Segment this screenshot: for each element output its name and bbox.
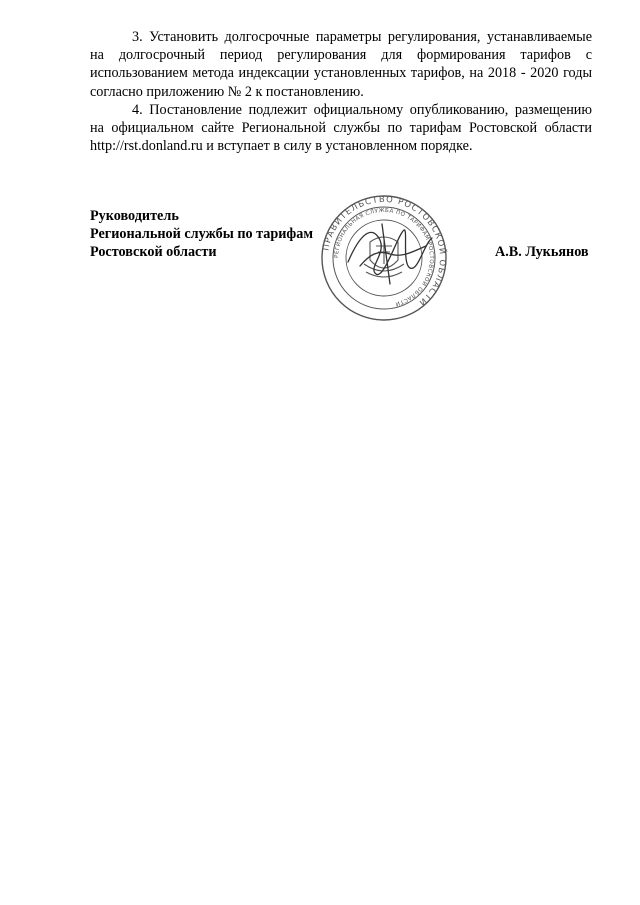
seal-outer-text: ПРАВИТЕЛЬСТВО РОСТОВСКОЙ ОБЛАСТИ xyxy=(320,194,448,309)
document-body xyxy=(90,28,592,155)
signature-title-line-3: Ростовской области xyxy=(90,244,217,261)
paragraph-4 xyxy=(90,101,592,156)
seal-inner-text: РЕГИОНАЛЬНАЯ СЛУЖБА ПО ТАРИФАМ РОСТОВСКОЙ ОБЛАСТИ xyxy=(333,207,435,307)
official-seal-stamp xyxy=(320,194,448,322)
paragraph-3-text: Установить долгосрочные параметры регулирования, устанавливаемые на долгосрочный период регулирования для формирования тарифов с использованием метода индексации установленных тарифов, на 2018 - 2020 годы согласно приложению № 2 к постановлению. xyxy=(90,29,592,100)
signature-title-line-2: Региональной службы по тарифам xyxy=(90,226,314,243)
signature-title-line-1: Руководитель xyxy=(90,208,179,224)
paragraph-4-text: Постановление подлежит официальному опубликованию, размещению на официальном сайте Региональной службы по тарифам Ростовской области http://rst.donland.ru и вступает в силу в установленном порядке. xyxy=(90,101,592,155)
paragraph-3 xyxy=(90,28,592,101)
handwritten-signature xyxy=(348,224,432,284)
paragraph-4-number: 4. xyxy=(132,101,143,118)
signatory-name: А.В. Лукьянов xyxy=(495,244,589,260)
paragraph-3-number: 3. xyxy=(132,29,143,45)
